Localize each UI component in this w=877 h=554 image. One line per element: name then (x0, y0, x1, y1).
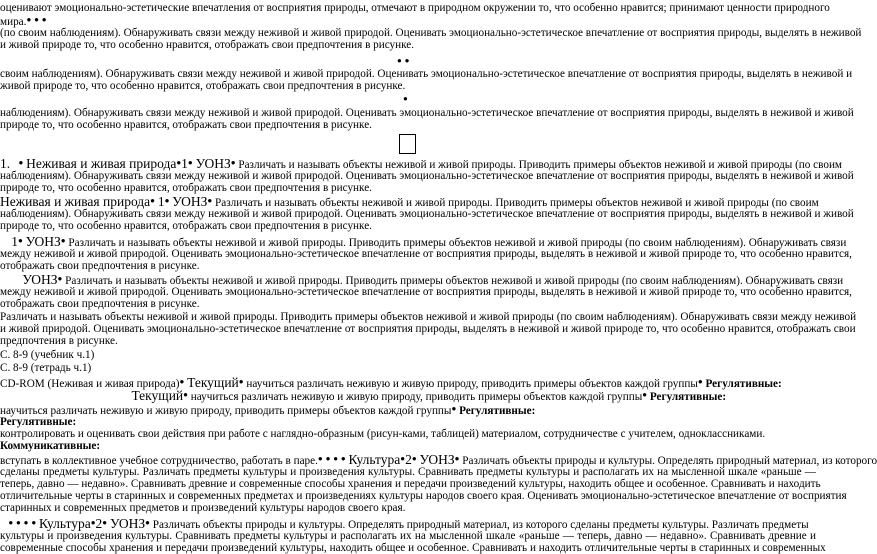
bullet-group (397, 55, 437, 69)
bullet-icon: ● (404, 56, 410, 65)
text-line: 1● УОНЗ● Различать и называть объекты неживой и живой природы. Приводить примеры объектов неживой и живой природы (по своим наблюдениям). Обнаруживать связи (11, 234, 847, 249)
bullet-icon: ● (176, 158, 182, 167)
text-line: отображать свои предпочтения в рисунке. (0, 260, 200, 272)
bullet-icon: ● (17, 236, 23, 245)
text-line: природе то, что особенно нравится, отображать свои предпочтения в рисунке. (0, 119, 372, 131)
text-line: Коммуникативные: (0, 440, 101, 452)
text-line: и живой природе то, что особенно нравится, отображать свои предпочтения в рисунке. (0, 39, 415, 51)
bullet-icon: ● (26, 15, 32, 24)
bullet-icon: ● (90, 518, 96, 527)
bullet-icon: ● (411, 454, 417, 463)
bullet-icon: ● (187, 158, 193, 167)
bullet-icon: ● (18, 158, 24, 167)
text-line: культуры и произведения культуры. Сравнивать предметы культуры и располагать их на мысленной шкале «раньше — теперь, давно — недавно». Сравнивать древние и (0, 530, 816, 542)
bullet-icon: ● (16, 518, 21, 527)
bullet-icon: ● (57, 274, 63, 283)
text-line: сделаны предметы культуры. Различать предметы культуры и произведения культуры. Сравнивать предметы культуры и располагать их на мысленной шкале «раньше — (0, 466, 816, 478)
text-line: CD-ROM (Неживая и живая природа)● Текущий● научиться различать неживую и живую природу, приводить примеры объектов каждой группы● Регулятивные: (0, 375, 782, 390)
text-line: и живой природой. Оценивать эмоционально-эстетическое впечатление от восприятия природы, выделять в неживой и живой природе то, что особенно нравится, отображать свои (0, 323, 856, 335)
text-line: наблюдениям). Обнаруживать связи между неживой и живой природой. Оценивать эмоционально-эстетическое впечатление от восприятия природы, выделять в неживой и живой (0, 208, 854, 220)
text-line: своим наблюдениям). Обнаруживать связи между неживой и живой природой. Оценивать эмоционально-эстетическое впечатление от восприятия природы, выделять в неживой и (0, 68, 853, 80)
bullet-icon: ● (397, 56, 402, 65)
bullet-icon: ● (317, 454, 323, 463)
text-line: 1. ● Неживая и живая природа●1● УОНЗ● Различать и называть объекты неживой и живой природы. Приводить примеры объектов неживой и живой природы (по своим (0, 156, 843, 171)
text-line: природе то, что особенно нравится, отображать свои предпочтения в рисунке. (0, 220, 372, 232)
bullet-icon: ● (183, 390, 188, 399)
text-line: наблюдениям). Обнаруживать связи между неживой и живой природой. Оценивать эмоционально-эстетическое впечатление от восприятия природы, выделять в неживой и живой (0, 170, 854, 182)
bullet-icon: ● (451, 404, 457, 413)
text-line: между неживой и живой природой. Оценивать эмоционально-эстетическое впечатление от восприятия природы, выделять в неживой и живой природе то, что особенно нравится, (0, 286, 852, 298)
bullet-icon: ● (23, 518, 29, 527)
text-line: живой природе то, что особенно нравится, отображать свои предпочтения в рисунке. (0, 80, 406, 92)
bullet-icon: ● (400, 454, 406, 463)
text-line: УОНЗ● Различать и называть объекты неживой и живой природы. Приводить примеры объектов неживой и живой природы (по своим наблюдениям). Обнаруживать связи (22, 272, 844, 287)
bullet-icon: ● (238, 377, 244, 386)
bullet-group (403, 93, 423, 107)
text-line: теперь, давно — недавно». Сравнивать древние и современные способы хранения и передачи произведений культуры, находить общее и особенное. Сравнивать и находить (0, 478, 821, 490)
text-line: научиться различать неживую и живую природу, приводить примеры объектов каждой группы● Регулятивные: (0, 404, 536, 417)
text-line: природе то, что особенно нравится, отображать свои предпочтения в рисунке. (0, 182, 372, 194)
bullet-icon: ● (179, 377, 185, 386)
text-line: Неживая и живая природа● 1● УОНЗ● Различать и называть объекты неживой и живой природы. Приводить примеры объектов неживой и живой природы (по своим (0, 194, 819, 209)
bullet-icon: ● (8, 518, 14, 527)
text-line: ● ● ● ● Культура●2● УОНЗ● Различать объекты природы и культуры. Определять природный материал, из которого сделаны предметы культуры. Различать предметы (8, 516, 809, 531)
text-line: современные способы хранения и передачи произведений культуры, находить общее и особенное. Сравнивать и находить отличительные черты в старинных и современных (0, 542, 826, 554)
bullet-icon: ● (340, 454, 346, 463)
text-line: Регулятивные: (0, 416, 77, 428)
bullet-icon: ● (31, 518, 37, 527)
bullet-icon: ● (642, 390, 648, 399)
bullet-icon: ● (150, 196, 156, 205)
text-line: предпочтения в рисунке. (0, 335, 118, 347)
bullet-icon: ● (230, 158, 236, 167)
text-line: старинных и современных предметов и произведений культуры народов своего края. (0, 502, 406, 514)
bullet-icon: ● (325, 454, 331, 463)
text-line: наблюдениям). Обнаруживать связи между неживой и живой природой. Оценивать эмоционально-эстетическое впечатление от восприятия природы, выделять в неживой и живой (0, 107, 854, 119)
bullet-icon: ● (145, 518, 150, 527)
text-line: С. 8-9 (учебник ч.1) (0, 349, 95, 361)
text-line: мира.● ● ● (0, 15, 47, 28)
text-line: между неживой и живой природой. Оценивать эмоционально-эстетическое впечатление от восприятия природы, выделять в неживой и живой природе то, что особенно нравится, (0, 248, 852, 260)
bullet-icon: ● (102, 518, 108, 527)
text-line: Различать и называть объекты неживой и живой природы. Приводить примеры объектов неживой и живой природы (по своим наблюдениям). Обнаруживать связи между неживой (0, 311, 857, 323)
text-line: Текущий● научиться различать неживую и живую природу, приводить примеры объектов каждой группы● Регулятивные: (131, 388, 727, 403)
bullet-icon: ● (454, 454, 460, 463)
text-line: оценивают эмоционально-эстетические впечатления от восприятия природы, отмечают в природном окружении то, что особенно нравится; принимают ценности природного (0, 2, 830, 14)
bullet-icon: ● (403, 94, 408, 103)
empty-square-icon (399, 134, 416, 154)
bullet-icon: ● (697, 377, 703, 386)
text-line: (по своим наблюдениям). Обнаруживать связи между неживой и живой природой. Оценивать эмоционально-эстетическое впечатление от восприятия природы, выделять в неживой (0, 27, 862, 39)
text-line: С. 8-9 (тетрадь ч.1) (0, 362, 92, 374)
bullet-icon: ● (164, 196, 170, 205)
bullet-icon: ● (60, 236, 66, 245)
bullet-icon: ● (207, 196, 213, 205)
text-line: отличительные черты в старинных и современных предметах и произведениях культуры народов своего края. Оценивать эмоционально-эстетическое впечатление от восприятия (0, 490, 847, 502)
text-line: вступать в коллективное учебное сотрудничество, работать в паре.● ● ● ● Культура●2● УОНЗ● Различать объекты природы и культуры. Определять природный материал, из которого (0, 452, 877, 467)
bullet-icon: ● (333, 454, 339, 463)
text-line: контролировать и оценивать свои действия при работе с наглядно-образным (рисун-ками, таблицей) материалом, сотрудничестве с учителем, одноклассниками. (0, 428, 766, 440)
bullet-icon: ● (41, 15, 47, 24)
text-line: отображать свои предпочтения в рисунке. (0, 298, 200, 310)
bullet-icon: ● (34, 15, 39, 24)
